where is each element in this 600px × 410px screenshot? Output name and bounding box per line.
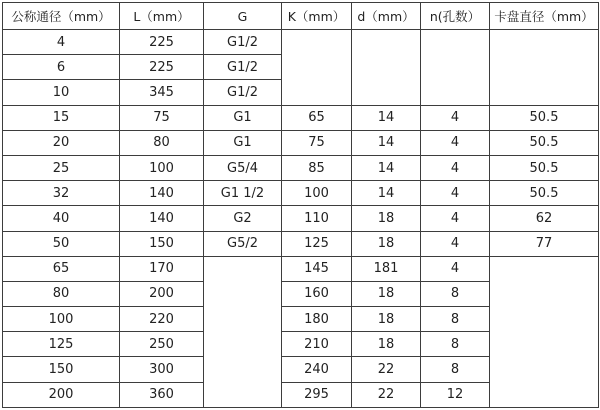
table-cell: 50.5	[490, 155, 599, 180]
table-cell: 100	[282, 181, 352, 206]
table-cell: G5/4	[204, 155, 282, 180]
table-row	[3, 30, 599, 55]
table-cell: 200	[3, 382, 120, 407]
table-cell: 32	[3, 181, 120, 206]
table-cell: 4	[421, 206, 490, 231]
table-row	[3, 181, 599, 206]
table-cell: 240	[282, 357, 352, 382]
table-cell: 181	[352, 256, 421, 281]
table-cell: 300	[120, 357, 204, 382]
table-row	[3, 256, 599, 281]
table-cell: 125	[282, 231, 352, 256]
table-cell	[421, 30, 490, 106]
table-cell: 50.5	[490, 130, 599, 155]
table-cell: 14	[352, 105, 421, 130]
column-header-5: n(孔数）	[421, 3, 490, 30]
table-cell: 80	[3, 281, 120, 306]
table-cell: 65	[282, 105, 352, 130]
table-cell: 50.5	[490, 181, 599, 206]
table-cell: 50.5	[490, 105, 599, 130]
table-cell: 100	[120, 155, 204, 180]
table-cell: G1/2	[204, 80, 282, 105]
table-cell: 220	[120, 307, 204, 332]
table-cell: 62	[490, 206, 599, 231]
table-cell: 140	[120, 206, 204, 231]
column-header-4: d（mm）	[352, 3, 421, 30]
table-cell: 145	[282, 256, 352, 281]
column-header-2: G	[204, 3, 282, 30]
table-cell: 14	[352, 155, 421, 180]
table-cell: G1	[204, 130, 282, 155]
spec-table	[2, 2, 599, 408]
table-cell: 8	[421, 332, 490, 357]
table-row	[3, 105, 599, 130]
table-cell: 345	[120, 80, 204, 105]
table-cell: 150	[120, 231, 204, 256]
table-cell: 18	[352, 231, 421, 256]
table-cell: 360	[120, 382, 204, 407]
table-cell: 6	[3, 55, 120, 80]
table-cell: 85	[282, 155, 352, 180]
table-cell	[490, 30, 599, 106]
table-cell: 295	[282, 382, 352, 407]
table-cell: 200	[120, 281, 204, 306]
table-cell: 4	[3, 30, 120, 55]
table-body	[3, 30, 599, 408]
table-cell: G2	[204, 206, 282, 231]
column-header-6: 卡盘直径（mm）	[490, 3, 599, 30]
table-cell: G1	[204, 105, 282, 130]
table-cell: 50	[3, 231, 120, 256]
table-cell: 4	[421, 256, 490, 281]
table-cell: 22	[352, 382, 421, 407]
table-cell: 4	[421, 231, 490, 256]
table-cell: 140	[120, 181, 204, 206]
table-cell: 160	[282, 281, 352, 306]
table-cell: 12	[421, 382, 490, 407]
table-cell: 18	[352, 281, 421, 306]
table-cell: 77	[490, 231, 599, 256]
table-cell: 8	[421, 357, 490, 382]
table-cell	[490, 256, 599, 407]
table-cell: 75	[120, 105, 204, 130]
table-row	[3, 206, 599, 231]
table-cell: 8	[421, 307, 490, 332]
table-cell: 170	[120, 256, 204, 281]
table-cell: 4	[421, 155, 490, 180]
table-cell: 150	[3, 357, 120, 382]
table-row	[3, 231, 599, 256]
table-cell: 180	[282, 307, 352, 332]
table-cell: 8	[421, 281, 490, 306]
table-cell: 22	[352, 357, 421, 382]
table-cell: 100	[3, 307, 120, 332]
table-cell	[204, 256, 282, 407]
table-cell: 110	[282, 206, 352, 231]
table-cell: 65	[3, 256, 120, 281]
table-cell: 75	[282, 130, 352, 155]
table-cell	[282, 30, 352, 106]
table-cell: 4	[421, 130, 490, 155]
table-cell: 40	[3, 206, 120, 231]
column-header-3: K（mm）	[282, 3, 352, 30]
table-row	[3, 130, 599, 155]
table-cell: 80	[120, 130, 204, 155]
table-cell: 18	[352, 332, 421, 357]
table-cell: 225	[120, 30, 204, 55]
column-header-1: L（mm）	[120, 3, 204, 30]
table-cell: G1 1/2	[204, 181, 282, 206]
table-cell: 18	[352, 307, 421, 332]
table-cell: 14	[352, 130, 421, 155]
table-cell	[352, 30, 421, 106]
table-cell: 25	[3, 155, 120, 180]
column-header-0: 公称通径（mm）	[3, 3, 120, 30]
table-cell: 250	[120, 332, 204, 357]
table-row	[3, 155, 599, 180]
table-cell: 18	[352, 206, 421, 231]
table-cell: 10	[3, 80, 120, 105]
table-cell: 4	[421, 181, 490, 206]
table-cell: 20	[3, 130, 120, 155]
table-cell: 14	[352, 181, 421, 206]
table-cell: 210	[282, 332, 352, 357]
table-cell: 4	[421, 105, 490, 130]
table-cell: 125	[3, 332, 120, 357]
table-cell: G1/2	[204, 30, 282, 55]
table-cell: G1/2	[204, 55, 282, 80]
table-cell: 225	[120, 55, 204, 80]
header-row	[3, 3, 599, 30]
table-cell: G5/2	[204, 231, 282, 256]
table-cell: 15	[3, 105, 120, 130]
